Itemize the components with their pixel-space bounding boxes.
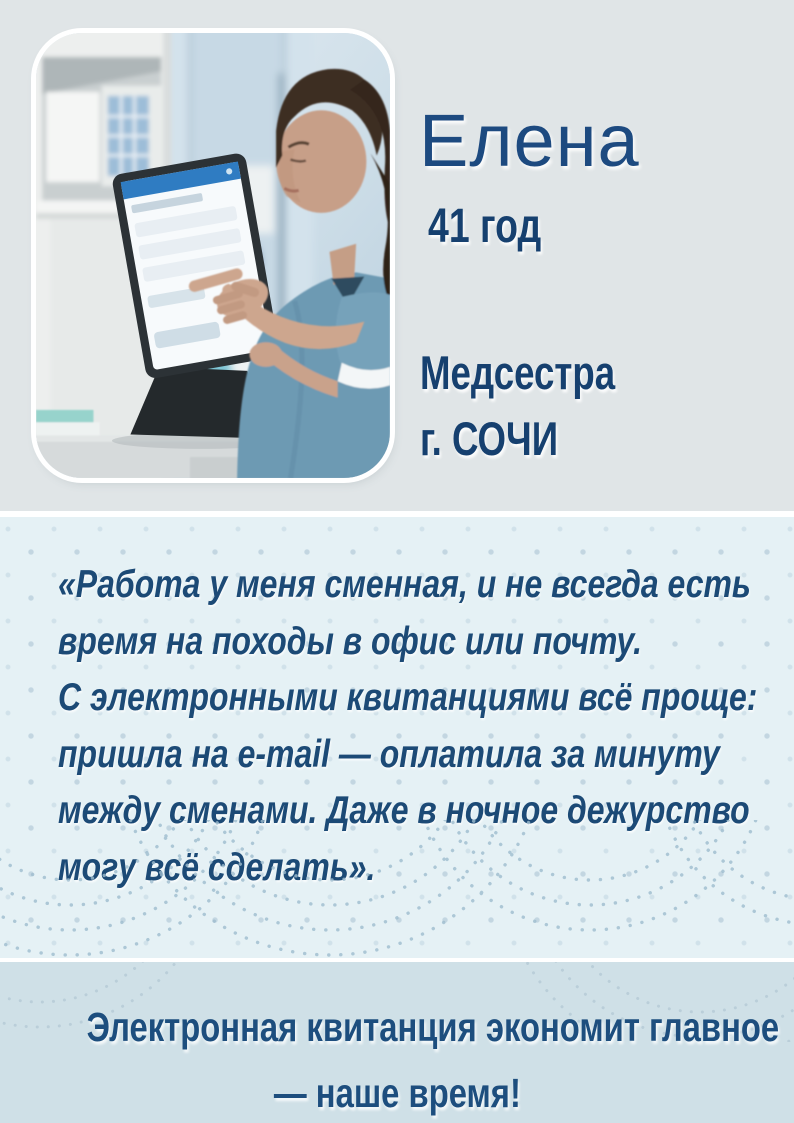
profile-age: 41 год	[428, 200, 542, 253]
quote-line-4: пришла на e-mail — оплатила за минуту	[58, 732, 720, 776]
quote-line-3: С электронными квитанциями всё проще:	[58, 676, 758, 719]
testimonial-quote	[58, 557, 794, 896]
quote-line-2: время на походы в офис или почту.	[58, 619, 643, 663]
profile-name: Елена	[419, 99, 640, 182]
nurse-photo-illustration	[36, 33, 390, 478]
profile-photo	[36, 33, 390, 478]
quote-line-1: «Работа у меня сменная, и не всегда есть	[58, 563, 751, 606]
quote-section	[0, 517, 794, 958]
profile-occupation: Медсестра	[420, 346, 616, 399]
slogan-line-1: Электронная квитанция экономит главное	[86, 1004, 780, 1050]
slogan-section	[0, 962, 794, 1123]
quote-line-6: могу всё сделать».	[58, 845, 376, 889]
profile-section	[0, 0, 794, 511]
quote-line-5: между сменами. Даже в ночное дежурство	[58, 789, 750, 832]
profile-city: г. СОЧИ	[420, 412, 559, 465]
slogan-line-2: — наше время!	[273, 1070, 521, 1116]
